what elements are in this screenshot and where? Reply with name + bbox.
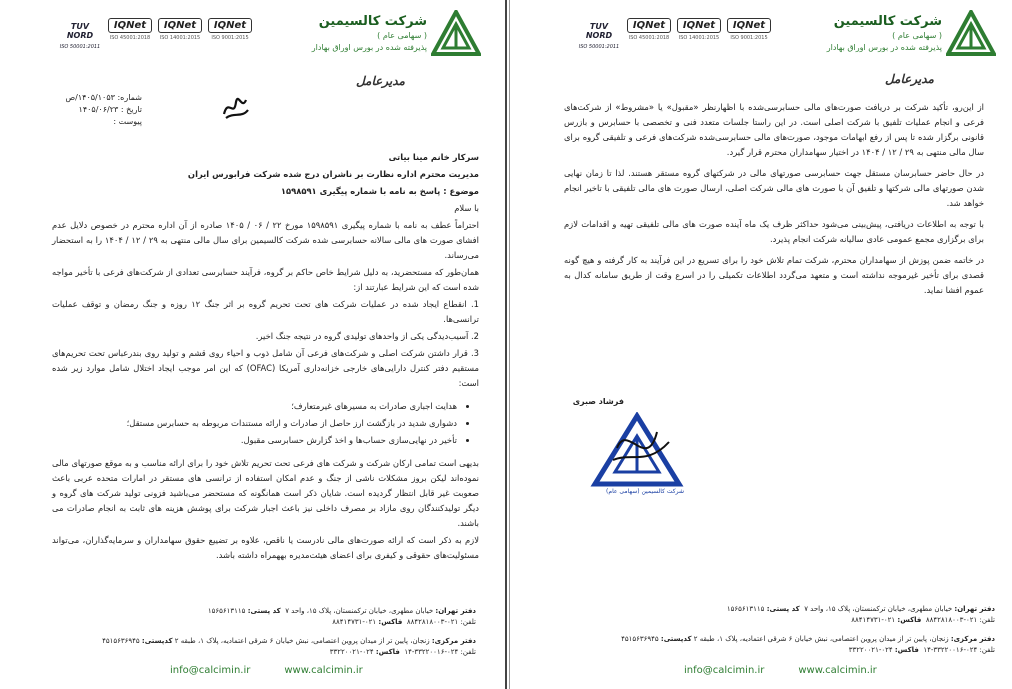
iqnet-cert [208,18,252,50]
initials-signature-icon [220,88,252,122]
contact-links [170,665,363,676]
company-type: ( سهامی عام ) [377,31,427,40]
fax-label: فاکس: [897,616,922,624]
postal-label: کد پستی: [247,607,281,615]
company-name: شرکت کالسیمین [833,14,942,29]
stamp-text: شرکت کالسیمین (سهامی عام) [606,488,684,495]
hq-postal-label: کدپستی: [141,637,173,645]
iqnet-label: IQNet [208,18,252,33]
attachment-label: پیوست : [113,117,142,126]
footer [555,604,995,656]
greeting: با سلام [454,203,479,213]
company-name: شرکت کالسیمین [318,14,427,29]
hq-phone-value: ۰۲۴-۳۳۲۲۰۰۱۶-۱۴ [923,646,978,654]
iqnet-caption: ISO 14001:2015 [678,35,720,41]
hq-address: زنجان، پایین تر از میدان پروین اعتصامی، نبش خیابان ۶ شرقی اعتمادیه، پلاک ۱، طبقه ۲ [174,637,430,645]
iqnet-cert [158,18,202,50]
website-link[interactable]: www.calcimin.ir [798,665,877,676]
hq-address: زنجان، پایین تر از میدان پروین اعتصامی، نبش خیابان ۶ شرقی اعتمادیه، پلاک ۱، طبقه ۲ [693,635,949,643]
tuv-label: TUV NORD [585,22,613,40]
bullet-item: • تأخیر در نهایی‌سازی حساب‌ها و اخذ گزارش حسابرسی مقبول. [52,433,457,448]
paragraph: احتراماً عطف به نامه با شماره پیگیری ۱۵۹۸۵۹۱ مورخ ۲۲ / ۰۶ / ۱۴۰۵ صادره از آن اداره محترم در خصوص دلایل عدم افشای صورت های مالی سالانه حسابرسی شده شرکت کالسیمین برای سال مالی منتهی به ۲۹ / ۱۲ / ۱۴۰۴ را به استحضار می‌رساند. [52,220,479,260]
hq-postal-value: ۴۵۱۵۶۳۶۹۴۵ [621,635,659,643]
iqnet-caption: ISO 45001:2018 [109,35,151,41]
hq-postal-label: کدپستی: [660,635,692,643]
company-type: ( سهامی عام ) [892,31,942,40]
iqnet-caption: ISO 14001:2015 [159,35,201,41]
bullet-item: • دشواری شدید در بازگشت ارز حاصل از صادرات و ارائه مستندات مربوطه به حسابرس مستقل؛ [52,416,457,431]
hq-fax-value: ۰۲۴-۳۳۲۲۰۰۲۱ [329,648,374,656]
hq-postal-value: ۴۵۱۵۶۳۶۹۴۵ [102,637,140,645]
paragraph: در حال حاضر حسابرسان مستقل جهت حسابرسی صورتهای مالی در شرکتهای گروه مستقر هستند. لذا تا زمان نهایی شدن صورتهای مالی شرکتها و تلفیق آن با صورت های مالی شرکت اصلی، ارسال صورت های مالی تلفیقی با تاخیر انجام خواهد شد. [564,168,984,208]
date-label: تاریخ : [120,105,142,114]
company-bourse: پذیرفته شده در بورس اوراق بهادار [826,43,942,52]
bullet-item: • هدایت اجباری صادرات به مسیرهای غیرمتعارف؛ [52,399,457,414]
letter-body-1 [52,150,479,565]
paragraph: با توجه به اطلاعات دریافتی، پیش‌بینی می‌شود حداکثر ظرف یک ماه آینده صورت های مالی تلفیقی تهیه و اقدامات لازم برای برگزاری مجمع عمومی عادی سالیانه شرکت انجام پذیرد. [564,219,984,244]
iqnet-caption: ISO 45001:2018 [628,35,670,41]
hq-phone-value: ۰۲۴-۳۳۲۲۰۰۱۶-۱۴ [404,648,459,656]
hq-label: دفتر مرکزی: [431,637,476,645]
letter-body-2 [564,100,984,304]
tehran-label: دفتر تهران: [435,607,476,615]
paragraph: از این‌رو، تأکید شرکت بر دریافت صورت‌های مالی حسابرسی‌شده با اظهارنظر «مقبول» یا «مشروط» از شرکت‌های فرعی و انجام عملیات تلفیق با شرکت اصلی است. در این راستا جلسات متعدد فنی و تخصصی با حسابرس و بازرس قانونی برگزار شده تا پس از رفع ابهامات موجود، صورت‌های مالی حسابرسی‌شده شرکت‌های فرعی و تلفیقی گروه برای سال مالی منتهی به ۲۹ / ۱۲ / ۱۴۰۴ در اختیار سهامداران محترم قرار گیرد. [564,102,984,157]
company-logo-icon [431,10,481,56]
letter-page-1 [0,0,497,689]
tuv-caption: ISO 50001:2011 [59,44,101,50]
company-stamp-icon [587,412,687,490]
number-value: ۱۴۰۵/۱۰۵۳/ص [65,93,115,102]
letter-meta [62,92,142,128]
certifications [58,18,252,50]
company-block [772,14,942,52]
hq-phone-label: تلفن: [979,646,995,654]
iqnet-cert [108,18,152,50]
bullet-list [52,399,479,448]
company-bourse: پذیرفته شده در بورس اوراق بهادار [311,43,427,52]
company-logo-icon [946,10,996,56]
letterhead-title: مدیرعامل [355,74,405,88]
iqnet-caption: ISO 9001:2015 [730,35,768,41]
number-label: شماره: [117,93,142,102]
iqnet-label: IQNet [727,18,771,33]
tehran-address: خیابان مطهری، خیابان ترکمنستان، پلاک ۱۵، واحد ۷ [285,607,434,615]
website-link[interactable]: www.calcimin.ir [284,665,363,676]
hq-fax-label: فاکس: [894,646,919,654]
fax-label: فاکس: [378,618,403,626]
email-link[interactable]: info@calcimin.ir [684,665,765,676]
paragraph: در خاتمه ضمن پوزش از سهامداران محترم، شرکت تمام تلاش خود را برای تسریع در این فرآیند به کار گرفته و هیچ گونه قصدی برای تأخیر غیرموجه نداشته است و متعهد می‌گردد اطلاعات تکمیلی را در اسرع وقت از طریق سامانه کدال به عموم افشا نماید. [564,255,984,295]
iqnet-cert [727,18,771,50]
letterhead-title: مدیرعامل [884,72,934,86]
postal-label: کد پستی: [766,605,800,613]
iqnet-label: IQNet [108,18,152,33]
iqnet-label: IQNet [627,18,671,33]
phone-value: ۰۲۱-۸۸۴۲۸۱۸۰۰۳ [925,616,978,624]
certifications [577,18,771,50]
tehran-address: خیابان مطهری، خیابان ترکمنستان، پلاک ۱۵، واحد ۷ [804,605,953,613]
paragraph: همان‌طور که مستحضرید، به دلیل شرایط خاص حاکم بر گروه، فرآیند حسابرسی تعدادی از شرکت‌های فرعی با تأخیر مواجه شده است که این شرایط عبارتند از: [52,267,479,292]
postal-value: ۱۵۶۵۶۱۳۱۱۵ [207,607,246,615]
iqnet-caption: ISO 9001:2015 [211,35,249,41]
hq-fax-value: ۰۲۴-۳۳۲۲۰۰۲۱ [848,646,893,654]
iqnet-label: IQNet [158,18,202,33]
page-gutter [497,0,519,689]
email-link[interactable]: info@calcimin.ir [170,665,251,676]
list-item: 3. قرار داشتن شرکت اصلی و شرکت‌های فرعی آن شامل ذوب و احیاء روی قشم و تولید روی بندرعباس تحت تحریم‌های مستقیم دفتر کنترل دارایی‌های خارجی خزانه‌داری آمریکا (OFAC) که این امر موجب ایجاد اختلال شامل موارد زیر شده است: [52,348,479,388]
signer-name: فرشاد صبری [572,397,624,406]
paragraph: بدیهی است تمامی ارکان شرکت و شرکت های فرعی تحت تحریم تلاش خود را برای ارائه مناسب و به موقع صورتهای مالی نموده‌اند لیکن بروز مشکلات ناشی از جنگ و عدم امکان استفاده از ترانسی های مستقر در امارات متحده عربی باعث صعوبت غیر قابل انتظار گردیده است. شایان ذکر است همانگونه که مستحضر می‌باشید فزونی تولید شرکت های گروه و دیگر تولیدکنندگان روی مازاد بر مصرف داخلی نیز باعث اجبار شرکت برای پوشش هزینه های ثابت به انجام صادرات می باشند. [52,458,479,528]
tuv-cert [577,18,621,50]
contact-links [684,665,877,676]
phone-value: ۰۲۱-۸۸۴۲۸۱۸۰۰۳ [406,618,459,626]
list-item: 2. آسیب‌دیدگی یکی از واحدهای تولیدی گروه در نتیجه جنگ اخیر. [255,331,479,341]
list-item: 1. انقطاع ایجاد شده در عملیات شرکت های تحت تحریم گروه بر اثر جنگ ۱۲ روزه و جنگ رمضان و توقف عملیات ترانسی‌ها. [52,299,479,324]
letter-page-2 [519,0,1012,689]
tuv-cert [58,18,102,50]
subject: موضوع : پاسخ به نامه با شماره پیگیری ۱۵۹۸۵۹۱ [280,186,479,196]
phone-label: تلفن: [460,618,476,626]
hq-phone-label: تلفن: [460,648,476,656]
phone-label: تلفن: [979,616,995,624]
tuv-caption: ISO 50001:2011 [578,44,620,50]
iqnet-cert [627,18,671,50]
hq-fax-label: فاکس: [375,648,400,656]
footer [36,606,476,658]
fax-value: ۰۲۱-۸۸۴۱۴۷۳۱ [332,618,377,626]
tuv-label: TUV NORD [66,22,94,40]
iqnet-label: IQNet [677,18,721,33]
paragraph: لازم به ذکر است که ارائه صورت‌های مالی نادرست یا ناقص، علاوه بر تضییع حقوق سهامداران و سرمایه‌گذاران، می‌تواند مسئولیت‌های حقوقی و کیفری برای اعضای هیئت‌مدیره بههمراه داشته باشد. [52,535,479,560]
tehran-label: دفتر تهران: [954,605,995,613]
recipient: سرکار خانم مینا بیاتی [388,152,479,162]
fax-value: ۰۲۱-۸۸۴۱۴۷۳۱ [851,616,896,624]
iqnet-cert [677,18,721,50]
hq-label: دفتر مرکزی: [950,635,995,643]
company-block [257,14,427,52]
date-value: ۱۴۰۵/۰۶/۲۳ [78,105,119,114]
department: مدیریت محترم اداره نظارت بر ناشران درج شده شرکت فرابورس ایران [187,169,479,179]
postal-value: ۱۵۶۵۶۱۳۱۱۵ [726,605,765,613]
